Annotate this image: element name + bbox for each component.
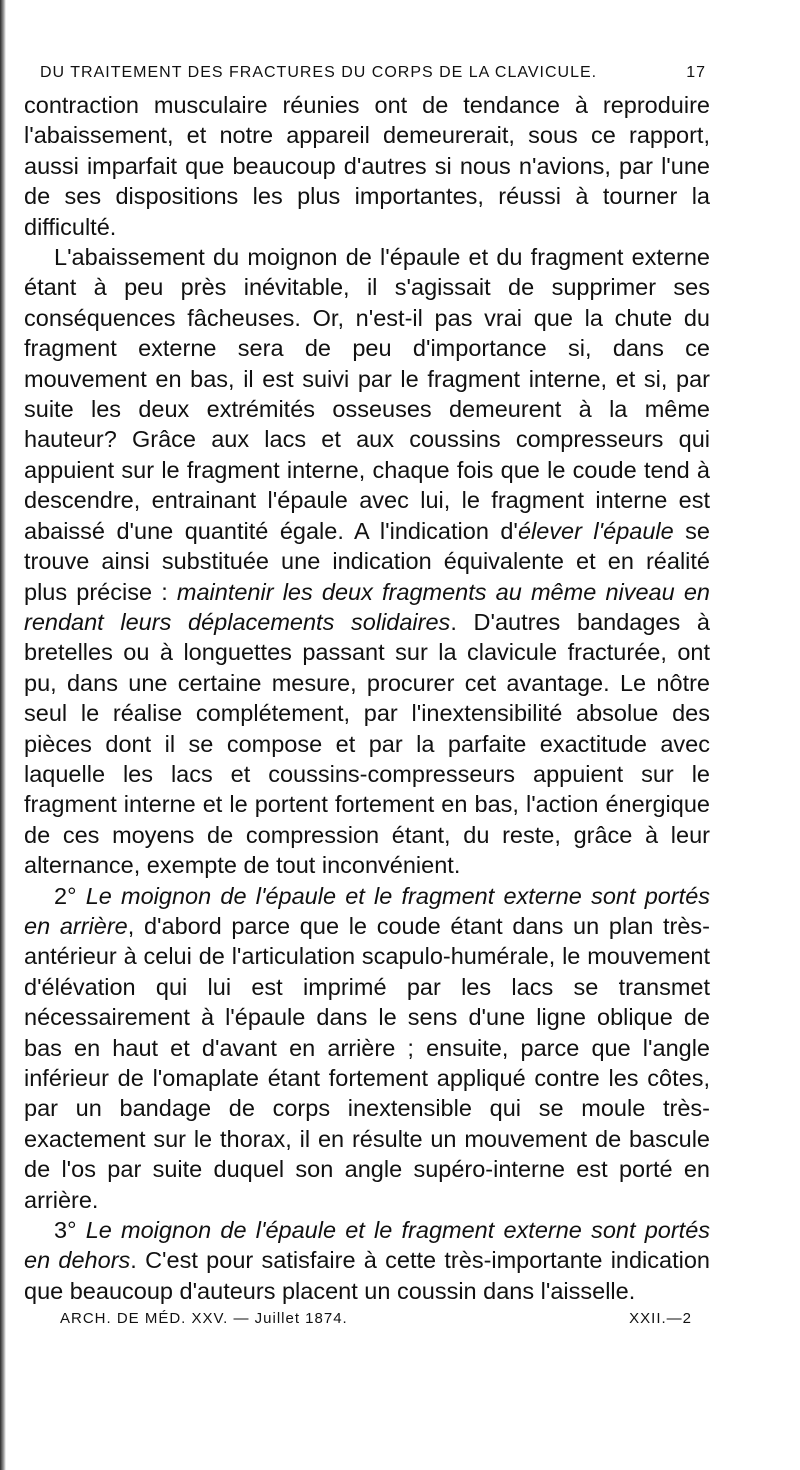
book-page (24, 64, 710, 1327)
page-footer (24, 1310, 710, 1327)
page-edge-shadow (0, 0, 6, 1470)
italic-emphasis: Le moignon de l'épaule et le fragment externe sont portés en dehors (24, 1217, 711, 1274)
journal-citation: ARCH. DE MÉD. XXV. — Juillet 1874. (60, 1310, 348, 1328)
text-run: . D'autres bandages à bretelles ou à longuettes passant sur la clavicule fracturée, ont pu, dans une certaine mesure, procurer cet avantage. Le nôtre seul le réalise complétement, par l'inextensibilité absolue des pièces dont il se compose et par la parfaite exactitude avec laquelle les lacs et coussins-compresseurs appuient sur le fragment interne et le portent fortement en bas, l'action énergique de ces moyens de compression étant, du reste, grâce à leur alternance, exempte de tout inconvénient. (24, 608, 710, 879)
paragraph-4 (24, 1215, 710, 1306)
text-run: contraction musculaire réunies ont de tendance à reproduire l'abaissement, et notre appareil demeurerait, sous ce rapport, aussi imparfait que beaucoup d'autres si nous n'avions, par l'une de ses dispositions les plus importantes, réussi à tourner la difficulté. (24, 92, 710, 240)
paragraph-3 (24, 881, 710, 1215)
running-title: DU TRAITEMENT DES FRACTURES DU CORPS DE LA CLAVICULE. (40, 64, 598, 81)
italic-emphasis: Le moignon de l'épaule et le fragment externe sont portés en arrière (24, 882, 711, 939)
text-run: 3° (54, 1217, 86, 1244)
text-run: . C'est pour satisfaire à cette très-importante indication que beaucoup d'auteurs placent un coussin dans l'aisselle. (24, 1247, 710, 1304)
text-run: L'abaissement du moignon de l'épaule et du fragment externe étant à peu près inévitable, il s'agissait de supprimer ses conséquences fâcheuses. Or, n'est-il pas vrai que la chute du fragment externe sera de peu d'importance si, dans ce mouvement en bas, il est suivi par le fragment interne, et si, par suite les deux extrémités osseuses demeurent à la même hauteur? Grâce aux lacs et aux coussins compresseurs qui appuient sur le fragment interne, chaque fois que le coude tend à descendre, entrainant l'épaule avec lui, le fragment interne est abaissé d'une quantité égale. A l'indication d' (24, 244, 710, 544)
text-run: 2° (54, 882, 86, 909)
page-number: 17 (686, 64, 706, 81)
text-run: , d'abord parce que le coude étant dans un plan très-antérieur à celui de l'articulation scapulo-humérale, le mouvement d'élévation qui lui est imprimé par les lacs se transmet nécessairement à l'épaule dans le sens d'une ligne oblique de bas en haut et d'avant en arrière ; ensuite, parce que l'angle inférieur de l'omaplate étant fortement appliqué contre les côtes, par un bandage de corps inextensible qui se moule très-exactement sur le thorax, il en résulte un mouvement de bascule de l'os par suite duquel son angle supéro-interne est porté en arrière. (24, 912, 710, 1213)
italic-emphasis: maintenir les deux fragments au même niveau en rendant leurs déplacements solidaires (24, 578, 710, 635)
italic-emphasis: élever l'épaule (517, 517, 674, 544)
paragraph-1 (24, 90, 710, 242)
signature-mark: XXII.—2 (629, 1310, 692, 1328)
text-run: se trouve ainsi substituée une indication équivalente et en réalité plus précise : (24, 517, 711, 605)
running-header (24, 64, 710, 82)
paragraph-2 (24, 242, 710, 881)
body-text (24, 90, 710, 1306)
